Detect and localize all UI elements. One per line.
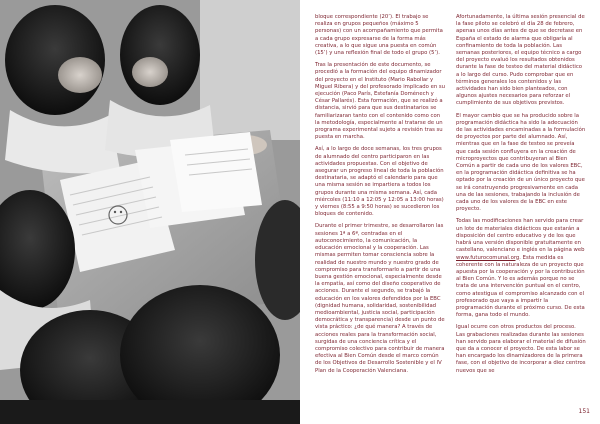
paragraph-text: Todas las modificaciones han servido para crear un lote de materiales didácticos que estarán a disposición del centro educativo y de los que habrá una versión disponible gratuitamente en castellano, valenciano e inglés en la página web [456,218,585,254]
paragraph-text: . Esta medida es coherente con la naturaleza de un proyecto que apuesta por la cooperación y por la contribución al Bien Común. Y lo es además porque no se trata de una intervención puntual en el centro, como atestigua el compromiso alcanzado con el profesorado que vaya a impartir la programación durante el próximo curso. De esta forma, gana todo el mundo. [456,254,585,319]
text-column-left [315,14,445,380]
text-column-right [456,14,586,380]
paragraph: Así, a lo largo de doce semanas, los tres grupos de alumnado del centro participaron en las actividades propuestas. Con el objetivo de asegurar un progreso lineal de toda la población destinataria, se adaptó el calendario para que una misma sesión se impartiera a todos los grupos durante una misma semana. Así, cada miércoles (11:10 a 12:05 y 12:05 a 13:00 horas) y viernes (8:55 a 9:50 horas) se sucedieron los bloques de contenido. [315,146,444,218]
page-number: 151 [578,408,590,415]
paragraph: Tras la presentación de este documento, se procedió a la formación del equipo dinamizador del proyecto en el Instituto (Mario Rabollar y Miguel Ribera) y del profesorado implicado en su ejecución (Paco París, Estefanía Doménech y César Pallarés). Esta formación, que se realizó a distancia, sirvió para que sus destinatarios se familiarizaran tanto con el contenido como con la metodología, especialmente al tratarse de un programa experimental sujeto a revisión tras su puesta en marcha. [315,62,446,141]
paragraph: Igual ocurre con otros productos del proceso. Las grabaciones realizadas durante las sesiones han servido para elaborar el material de difusión que da a conocer el proyecto. De esta labor se han encargado los dinamizadores de la primera fase, con el objetivo de incorporar a diez centros nuevos que se [456,324,586,374]
paragraph [456,218,586,319]
text-page [300,0,600,424]
website-link[interactable]: www.futurocomunal.org [456,254,520,261]
paragraph: Durante el primer trimestre, se desarrollaron las sesiones 1ª a 6ª, centradas en el autoconocimiento, la comunicación, la educación emocional y la cooperación. Las mismas permiten tomar consciencia sobre la realidad de nuestro mundo y nuestro grado de compromiso para transformarlo a partir de una buena gestión emocional, especialmente desde la empatía, así como del diseño cooperativo de acciones. Durante el segundo, se trabajó la educación en los valores defendidos por la EBC (dignidad humana, solidaridad, sostenibilidad medioambiental, justicia social, participación democrática y transparencia) desde un punto de vista práctico: ¿de qué manera? A través de acciones reales para la transformación social, surgidas de una conciencia crítica y el compromiso colectivo para contribuir de manera efectiva al Bien Común desde el marco común de los Objetivos de Desarrollo Sostenible y el IV Plan de la Cooperación Valenciana. [315,223,445,374]
paragraph: El mayor cambio que se ha producido sobre la programación didáctica ha sido la adecuación de las actividades encaminadas a la formulación de proyectos por parte del alumnado. Así, mientras que en la fase de testeo se preveía que cada sesión confluyera en la creación de microproyectos que contribuyeran al Bien Común a partir de cada uno de los valores EBC, en la programación didáctica definitiva se ha optado por la creación de un único proyecto que se irá construyendo progresivamente en cada una de las sesiones, trabajando la inclusión de cada uno de los valores de la EBC en este proyecto. [456,112,586,213]
paragraph: bloque correspondiente (20’). El trabajo se realiza en grupos pequeños (máximo 5 personas) con un acompañamiento que permita a cada grupo expresarse de la forma más creativa, a lo que sigue una puesta en común (15’) y una reflexión final de todo el grupo (5’). [315,14,443,57]
paragraph: Afortunadamente, la última sesión presencial de la fase piloto se celebró el día 28 de febrero, apenas unos días antes de que se decretase en España el estado de alarma que obligaría al confinamiento de toda la población. Las semanas posteriores, el equipo técnico a cargo del proyecto evaluó los resultados obtenidos durante la fase de testeo del material didáctico a lo largo del curso. Pudo comprobar que en términos generales los contenidos y las actividades han sido bien planteados, con algunos ajustes necesarios para reforzar el cumplimiento de sus objetivos previstos. [456,14,585,107]
